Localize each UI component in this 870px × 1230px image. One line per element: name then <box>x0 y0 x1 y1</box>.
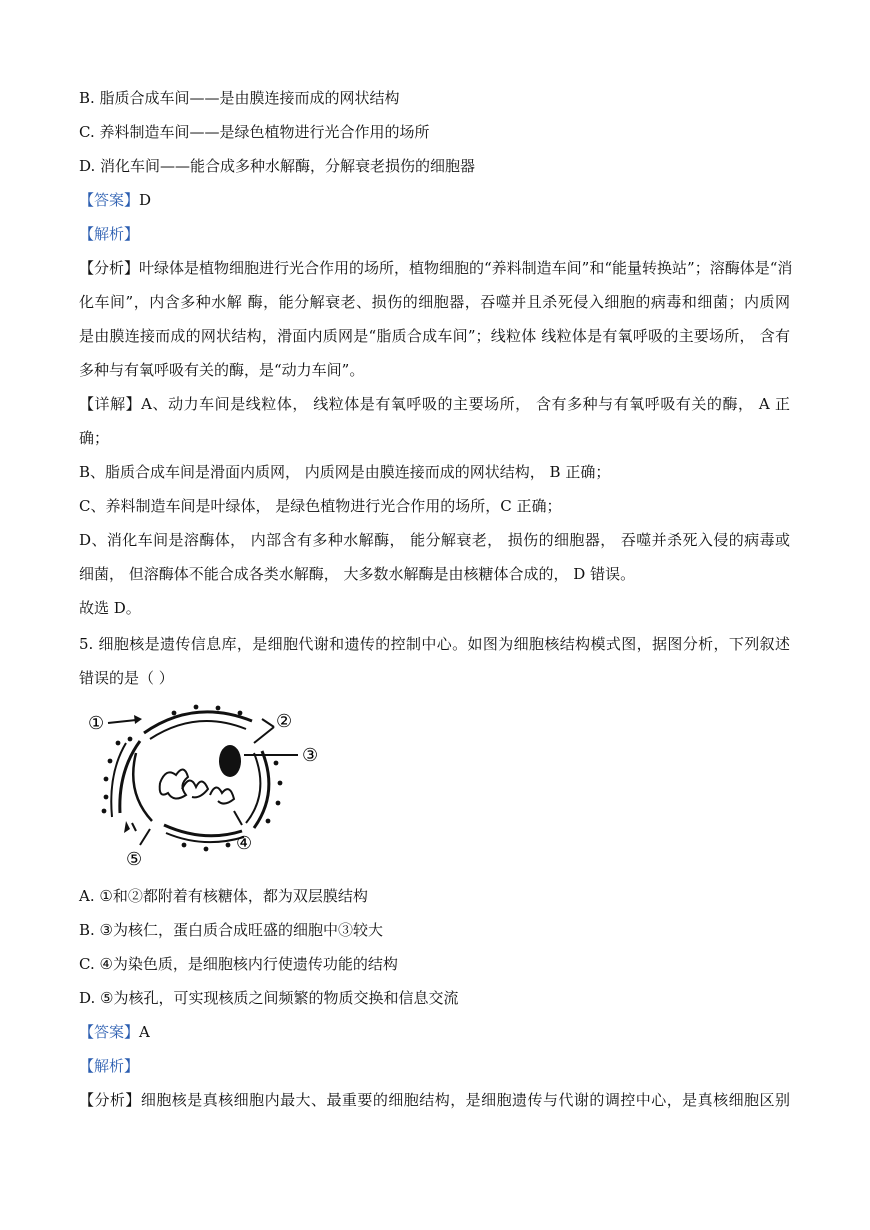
analysis-tag: 【解析】 <box>79 225 140 243</box>
answer-tag: 【答案】 <box>79 191 140 209</box>
xiangjie-line-3: B、脂质合成车间是滑面内质网， 内质网是由膜连接而成的网状结构， B 正确； <box>79 463 611 481</box>
xiangjie-line-5: D、消化车间是溶酶体， 内部含有多种水解酶， 能分解衰老， 损伤的细胞器， 吞噬并杀死入侵的病毒或 <box>79 531 790 549</box>
q5-option-a: A. ①和②都附着有核糖体，都为双层膜结构 <box>79 887 368 905</box>
fenxi-line-1: 【分析】叶绿体是植物细胞进行光合作用的场所，植物细胞的“养料制造车间”和“能量转换站”；溶酶体是“消 <box>79 259 793 277</box>
xiangjie-line-1: 【详解】A、动力车间是线粒体， 线粒体是有氧呼吸的主要场所， 含有多种与有氧呼吸有关的酶， A 正 <box>79 395 790 413</box>
xiangjie-line-4: C、养料制造车间是叶绿体， 是绿色植物进行光合作用的场所，C 正确； <box>79 497 562 515</box>
q5-option-d: D. ⑤为核孔，可实现核质之间频繁的物质交换和信息交流 <box>79 989 459 1007</box>
label-1: ① <box>88 713 105 734</box>
answer-line-prev <box>79 190 151 210</box>
q5-analysis-tag: 【解析】 <box>79 1057 140 1075</box>
label-4: ④ <box>236 833 253 854</box>
xiangjie-tag: 【详解】 <box>79 395 142 413</box>
fenxi-line-4: 多种与有氧呼吸有关的酶，是“动力车间”。 <box>79 361 365 379</box>
q5-fenxi-tag: 【分析】 <box>79 1091 141 1109</box>
nucleolus <box>219 745 241 777</box>
fenxi-tag: 【分析】 <box>79 259 140 277</box>
q5-fenxi-line: 【分析】细胞核是真核细胞内最大、最重要的细胞结构，是细胞遗传与代谢的调控中心，是真核细胞区别 <box>79 1091 790 1109</box>
fenxi-line-2: 化车间”，内含多种水解 酶，能分解衰老、损伤的细胞器，吞噬并且杀死侵入细胞的病毒和细菌；内质网 <box>79 293 790 311</box>
q5-option-b: B. ③为核仁，蛋白质合成旺盛的细胞中③较大 <box>79 921 384 939</box>
label-2: ② <box>276 711 293 732</box>
q5-stem-line-1: 5. 细胞核是遗传信息库，是细胞代谢和遗传的控制中心。如图为细胞核结构模式图，据图分析，下列叙述 <box>79 635 790 653</box>
fenxi-line-3: 是由膜连接而成的网状结构，滑面内质网是“脂质合成车间”；线粒体 线粒体是有氧呼吸的主要场所， 含有 <box>79 327 790 345</box>
nucleus-diagram <box>84 703 334 873</box>
option-b-prev: B. 脂质合成车间——是由膜连接而成的网状结构 <box>79 89 400 107</box>
label-5: ⑤ <box>126 849 143 870</box>
answer-value: D <box>139 191 152 209</box>
q5-answer-value: A <box>139 1023 150 1041</box>
q5-stem-line-2: 错误的是（ ） <box>79 669 174 687</box>
q5-answer-tag: 【答案】 <box>79 1023 140 1041</box>
q5-option-c: C. ④为染色质，是细胞核内行使遗传功能的结构 <box>79 955 398 973</box>
xiangjie-line-6: 细菌， 但溶酶体不能合成各类水解酶， 大多数水解酶是由核糖体合成的， D 错误。 <box>79 565 636 583</box>
option-c-prev: C. 养料制造车间——是绿色植物进行光合作用的场所 <box>79 123 430 141</box>
label-3: ③ <box>302 745 319 766</box>
q5-answer-line <box>79 1022 150 1042</box>
option-d-prev: D. 消化车间——能合成多种水解酶，分解衰老损伤的细胞器 <box>79 157 476 175</box>
xiangjie-line-7: 故选 D。 <box>79 599 141 617</box>
xiangjie-line-2: 确； <box>79 429 110 447</box>
